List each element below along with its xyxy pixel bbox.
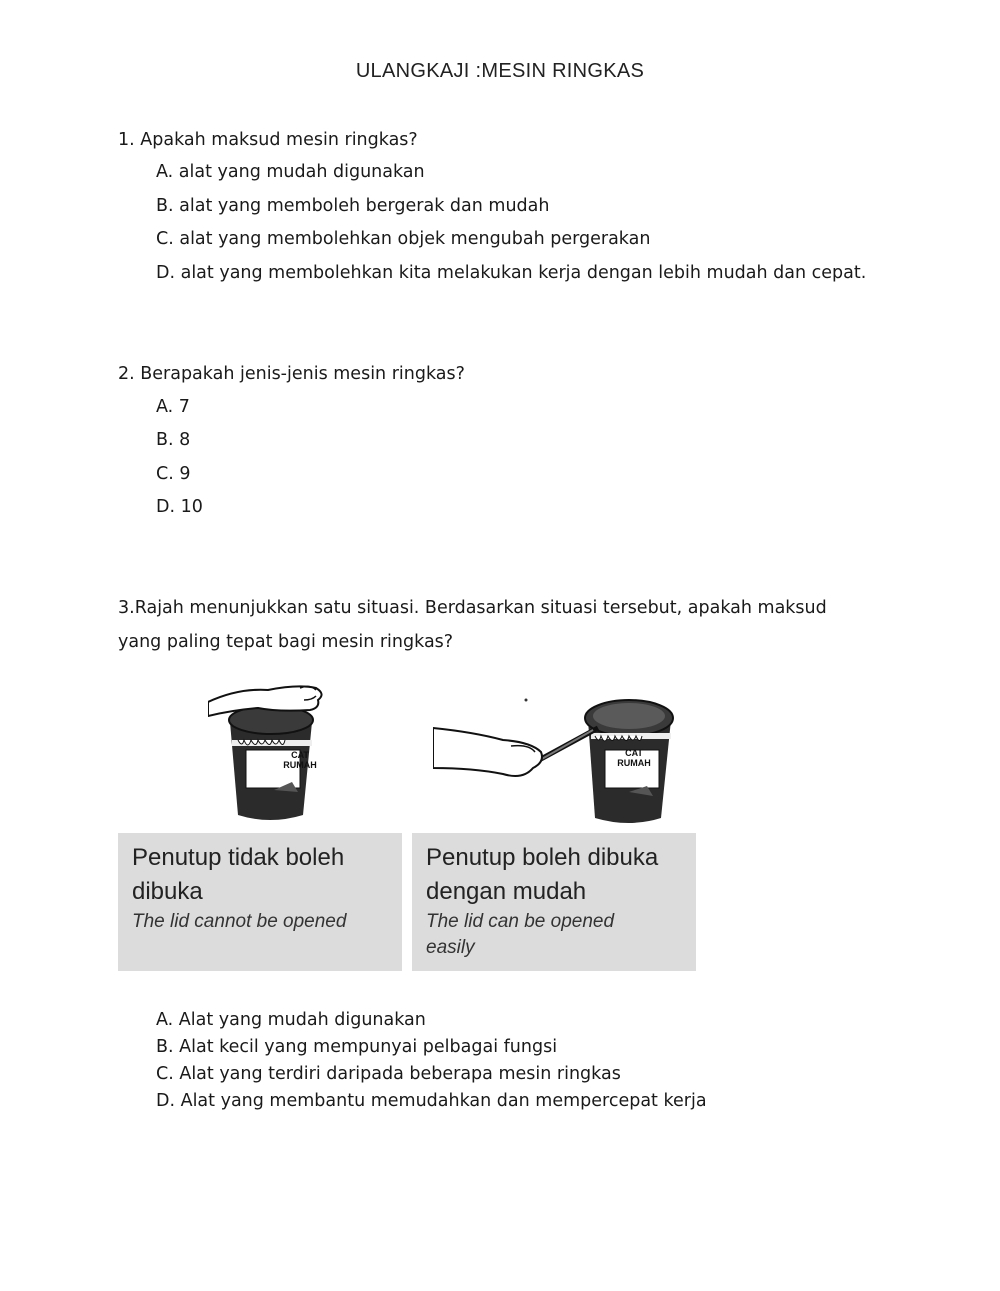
right-can-label bbox=[604, 748, 664, 768]
question-3-line-1: 3.Rajah menunjukkan satu situasi. Berdasarkan situasi tersebut, apakah maksud bbox=[118, 598, 827, 618]
q2-option-c[interactable]: C. 9 bbox=[156, 464, 191, 484]
left-caption-english: The lid cannot be opened bbox=[132, 911, 347, 932]
q3-option-b[interactable]: B. Alat kecil yang mempunyai pelbagai fungsi bbox=[156, 1037, 558, 1057]
q2-option-b[interactable]: B. 8 bbox=[156, 430, 191, 450]
left-can-label bbox=[270, 750, 330, 770]
page-title: ULANGKAJI :MESIN RINGKAS bbox=[355, 60, 645, 82]
question-3-line-2: yang paling tepat bagi mesin ringkas? bbox=[118, 632, 454, 652]
left-caption-box bbox=[118, 833, 402, 971]
right-caption-title bbox=[412, 833, 696, 909]
left-caption-line-2: dibuka bbox=[132, 878, 203, 905]
right-caption-line-1: Penutup boleh dibuka bbox=[426, 844, 659, 871]
left-caption-title bbox=[118, 833, 402, 909]
question-2: 2. Berapakah jenis-jenis mesin ringkas? bbox=[118, 364, 465, 384]
q3-option-d[interactable]: D. Alat yang membantu memudahkan dan mempercepat kerja bbox=[156, 1091, 707, 1111]
left-caption-line-1: Penutup tidak boleh bbox=[132, 844, 345, 871]
question-1: 1. Apakah maksud mesin ringkas? bbox=[118, 130, 418, 150]
left-can-label-line-1: CAT bbox=[291, 750, 309, 760]
left-can-label-line-2: RUMAH bbox=[283, 760, 317, 770]
right-caption-english-line-2: easily bbox=[426, 937, 475, 958]
q2-option-a[interactable]: A. 7 bbox=[156, 397, 190, 417]
right-can-label-line-2: RUMAH bbox=[617, 758, 651, 768]
right-caption-box bbox=[412, 833, 696, 971]
q1-option-d[interactable]: D. alat yang membolehkan kita melakukan kerja dengan lebih mudah dan cepat. bbox=[156, 263, 867, 283]
q1-option-b[interactable]: B. alat yang memboleh bergerak dan mudah bbox=[156, 196, 550, 216]
q1-option-a[interactable]: A. alat yang mudah digunakan bbox=[156, 162, 425, 182]
right-caption-english-line-1: The lid can be opened bbox=[426, 911, 615, 932]
q3-option-a[interactable]: A. Alat yang mudah digunakan bbox=[156, 1010, 426, 1030]
right-caption-english bbox=[412, 909, 696, 961]
right-can-label-line-1: CAT bbox=[625, 748, 643, 758]
q2-option-d[interactable]: D. 10 bbox=[156, 497, 203, 517]
q3-option-c[interactable]: C. Alat yang terdiri daripada beberapa mesin ringkas bbox=[156, 1064, 621, 1084]
q1-option-c[interactable]: C. alat yang membolehkan objek mengubah pergerakan bbox=[156, 229, 651, 249]
right-caption-line-2: dengan mudah bbox=[426, 878, 587, 905]
